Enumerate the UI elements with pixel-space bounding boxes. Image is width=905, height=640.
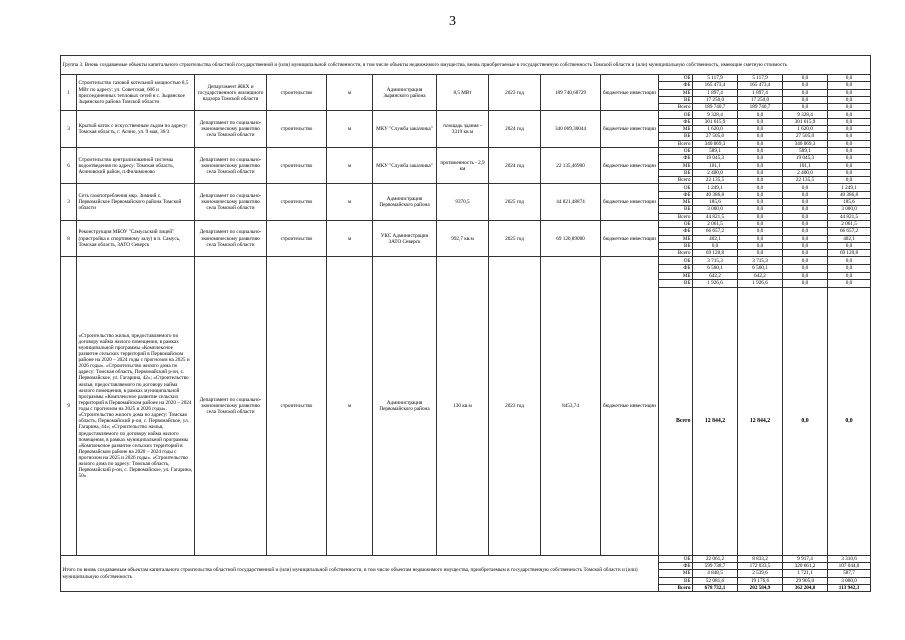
funding-value: 22 135,5 (693, 177, 738, 184)
capacity: площадь здания - 3319 кв.м (437, 111, 489, 147)
investment-kind: бюджетные инвестиции (601, 184, 659, 220)
developer: Администрация Первомайского района (373, 184, 437, 220)
funding-value: 19 045,3 (783, 155, 828, 162)
funding-value: 8 833,2 (738, 555, 783, 562)
funding-value: 301 615,9 (783, 118, 828, 125)
table-row (61, 147, 871, 154)
funding-value: 0,0 (783, 242, 828, 249)
funding-value: 0,0 (828, 257, 871, 265)
developer: МКУ "Служба заказчика" (373, 147, 437, 183)
funding-source: ОБ (659, 111, 693, 118)
funding-source: МБ (659, 126, 693, 133)
customer: Департамент по социально-экономическому развитию села Томской области (195, 147, 267, 183)
funding-value: 69 120,8 (693, 250, 738, 257)
funding-value: 599 738,7 (693, 563, 738, 570)
funding-value: 2 400,0 (693, 169, 738, 176)
funding-source: ВБ (659, 242, 693, 249)
funding-value: 1 897,4 (738, 89, 783, 96)
funding-value: 1 926,6 (738, 280, 783, 288)
funding-value: 402,1 (693, 235, 738, 242)
developer: Администрация Зырянского района (373, 75, 437, 111)
funding-value: 0,0 (738, 177, 783, 184)
funding-value: 2 061,5 (693, 220, 738, 227)
funding-value: 2 400,0 (783, 169, 828, 176)
funding-value: 44 821,5 (693, 213, 738, 220)
table-row (61, 75, 871, 82)
funding-value: 0,0 (738, 184, 783, 191)
funding-source: ВБ (659, 133, 693, 140)
funding-value: 0,0 (828, 75, 871, 82)
funding-value: 0,0 (738, 213, 783, 220)
funding-source: МБ (659, 235, 693, 242)
table-row (61, 111, 871, 118)
funding-value: 6 560,1 (693, 265, 738, 273)
funding-value: 101,1 (693, 162, 738, 169)
funding-value: 0,0 (693, 242, 738, 249)
funding-source: ВБ (659, 169, 693, 176)
table-row (61, 257, 871, 265)
funding-source: ОБ (659, 75, 693, 82)
funding-value: 3 000,0 (693, 206, 738, 213)
funding-source: ФБ (659, 118, 693, 125)
funding-value: 4 848,5 (693, 570, 738, 577)
funding-value: 9 917,4 (783, 555, 828, 562)
funding-value: 2 539,6 (738, 570, 783, 577)
funding-value: 3 310,6 (828, 555, 871, 562)
funding-source: МБ (659, 89, 693, 96)
funding-value: 0,0 (828, 177, 871, 184)
funding-value: 3 000,0 (828, 206, 871, 213)
funding-value: 362 204,8 (783, 584, 828, 591)
funding-value: 0,0 (828, 96, 871, 103)
estimated-cost: 189 740,68729 (541, 75, 601, 111)
funding-value: 0,0 (738, 133, 783, 140)
funding-value: 0,0 (738, 220, 783, 227)
funding-value: 0,0 (738, 147, 783, 154)
funding-value: 29 905,0 (783, 577, 828, 584)
funding-value: 66 657,2 (693, 228, 738, 235)
funding-value: 0,0 (783, 213, 828, 220)
funding-value: 0,0 (783, 220, 828, 227)
funding-value: 0,0 (738, 155, 783, 162)
table-row (61, 184, 871, 191)
funding-source: ВБ (659, 280, 693, 288)
row-number: 8 (61, 220, 77, 256)
funding-value: 0,0 (738, 118, 783, 125)
funding-value: 0,0 (738, 242, 783, 249)
funding-value: 0,0 (738, 191, 783, 198)
funding-source: Всего (659, 213, 693, 220)
work-type: строительство (267, 75, 327, 111)
customer: Департамент по социально-экономическому развитию села Томской области (195, 184, 267, 220)
investment-kind: бюджетные инвестиции (601, 111, 659, 147)
funding-source: ОБ (659, 257, 693, 265)
funding-source: ФБ (659, 228, 693, 235)
funding-value: 3 715,3 (693, 257, 738, 265)
funding-value: 0,0 (828, 133, 871, 140)
funding-value: 113 942,3 (828, 584, 871, 591)
funding-value: 0,0 (828, 89, 871, 96)
ownership: м (327, 257, 373, 555)
funding-value: 0,0 (738, 126, 783, 133)
funding-value: 1 620,0 (693, 126, 738, 133)
estimated-cost: 340 069,30044 (541, 111, 601, 147)
funding-value: 0,0 (828, 287, 871, 555)
funding-source: ОБ (659, 555, 693, 562)
funding-value: 0,0 (828, 118, 871, 125)
funding-source: ОБ (659, 184, 693, 191)
funding-value: 1 249,1 (828, 184, 871, 191)
ownership: м (327, 184, 373, 220)
funding-value: 0,0 (783, 257, 828, 265)
funding-value: 0,0 (828, 155, 871, 162)
funding-source: ВБ (659, 206, 693, 213)
funding-value: 5 117,9 (738, 75, 783, 82)
estimated-cost: 44 821,48874 (541, 184, 601, 220)
funding-value: 3 715,3 (738, 257, 783, 265)
object-name: Реконструкция МБОУ "Самусьский лицей" (пристройка к спортивному залу) в п. Самусь, Томская область, ЗАТО Северск (77, 220, 195, 256)
funding-value: 69 120,8 (828, 250, 871, 257)
funding-value: 9 328,4 (783, 111, 828, 118)
funding-source: ФБ (659, 265, 693, 273)
ownership: м (327, 111, 373, 147)
funding-value: 0,0 (828, 82, 871, 89)
funding-value: 340 069,3 (783, 140, 828, 147)
total-row (61, 555, 871, 562)
investment-kind: бюджетные инвестиции (601, 257, 659, 555)
funding-value: 0,0 (783, 250, 828, 257)
funding-source: ВБ (659, 96, 693, 103)
funding-value: 185,6 (693, 199, 738, 206)
funding-value: 5 117,9 (693, 75, 738, 82)
funding-value: 0,0 (738, 140, 783, 147)
funding-value: 587,7 (828, 570, 871, 577)
investment-kind: бюджетные инвестиции (601, 75, 659, 111)
funding-source: ФБ (659, 155, 693, 162)
total-label: Итого по вновь создаваемым объектам капитального строительства областной государственной и (или) муниципальной собственности, в том числе объектам недвижимого имущества, приобретаемым в государственную собственность Томской области и (или) муниципальную собственность (61, 555, 659, 591)
funding-value: 0,0 (738, 162, 783, 169)
funding-source: МБ (659, 570, 693, 577)
funding-value: 0,0 (783, 184, 828, 191)
year: 2023 год (489, 75, 541, 111)
work-type: строительство (267, 111, 327, 147)
funding-value: 3 000,0 (828, 577, 871, 584)
funding-value: 22 061,2 (693, 555, 738, 562)
funding-value: 1 897,4 (693, 89, 738, 96)
funding-value: 22 135,5 (783, 177, 828, 184)
work-type: строительство (267, 184, 327, 220)
work-type: строительство (267, 147, 327, 183)
funding-source: ОБ (659, 147, 693, 154)
year: 2024 год (489, 147, 541, 183)
funding-value: 0,0 (828, 140, 871, 147)
developer: МКУ "Служба заказчика" (373, 111, 437, 147)
developer: УКС Администрации ЗАТО Северск (373, 220, 437, 256)
funding-value: 0,0 (828, 272, 871, 280)
funding-value: 1 926,6 (693, 280, 738, 288)
ownership: м (327, 147, 373, 183)
funding-value: 0,0 (738, 250, 783, 257)
funding-source: Всего (659, 584, 693, 591)
funding-source: ВБ (659, 577, 693, 584)
funding-value: 19 176,6 (738, 577, 783, 584)
funding-value: 12 844,2 (693, 287, 738, 555)
funding-value: 0,0 (738, 206, 783, 213)
funding-value: 165 473,4 (738, 82, 783, 89)
funding-source: ОБ (659, 220, 693, 227)
funding-value: 52 081,6 (693, 577, 738, 584)
row-number: 3 (61, 184, 77, 220)
funding-value: 0,0 (783, 206, 828, 213)
row-number: 3 (61, 111, 77, 147)
funding-source: ФБ (659, 191, 693, 198)
ownership: м (327, 75, 373, 111)
capacity: протяженность - 2,9 км (437, 147, 489, 183)
funding-value: 0,0 (738, 169, 783, 176)
funding-value: 0,0 (738, 235, 783, 242)
funding-value: 0,0 (828, 242, 871, 249)
funding-value: 44 821,5 (828, 213, 871, 220)
funding-value: 9 328,4 (693, 111, 738, 118)
object-name: Сеть газопотребления мкр. Зимний с. Первомайское Первомайского района Томской области (77, 184, 195, 220)
estimated-cost: 69 120,89000 (541, 220, 601, 256)
object-name: Строительство централизованной системы водоотведения по адресу: Томская область, Асиновский район, п.Филимоново (77, 147, 195, 183)
funding-value: 0,0 (783, 287, 828, 555)
funding-value: 202 584,9 (738, 584, 783, 591)
investment-kind: бюджетные инвестиции (601, 147, 659, 183)
funding-value: 1 620,0 (783, 126, 828, 133)
funding-value: 66 657,2 (828, 228, 871, 235)
funding-source: ФБ (659, 82, 693, 89)
funding-value: 107 044,0 (828, 563, 871, 570)
funding-source: Всего (659, 177, 693, 184)
funding-value: 101,1 (783, 162, 828, 169)
funding-value: 1 721,1 (783, 570, 828, 577)
work-type: строительство (267, 257, 327, 555)
funding-value: 301 615,9 (693, 118, 738, 125)
funding-value: 0,0 (783, 235, 828, 242)
object-name: Крытый каток с искусственным льдом по адресу: Томская область, г. Асино, ул. 9 мая, 36/3 (77, 111, 195, 147)
funding-value: 678 732,1 (693, 584, 738, 591)
row-number: 1 (61, 75, 77, 111)
funding-value: 189 740,7 (693, 104, 738, 111)
funding-value: 320 661,2 (783, 563, 828, 570)
funding-value: 1 249,1 (693, 184, 738, 191)
funding-value: 0,0 (828, 126, 871, 133)
funding-value: 0,0 (783, 191, 828, 198)
group-header: Группа 3. Вновь создаваемые объекты капитального строительства областной государственной и (или) муниципальной собственности, в том числе объекты недвижимого имущества, вновь приобретаемые в государственную собственность Томской области и (или) муниципальную собственность, имеющие сметную стоимость (61, 56, 871, 75)
funding-value: 642,2 (693, 272, 738, 280)
year: 2024 год (489, 111, 541, 147)
funding-value: 0,0 (828, 104, 871, 111)
funding-source: МБ (659, 272, 693, 280)
funding-value: 0,0 (828, 280, 871, 288)
capacity: 992,7 кв.м (437, 220, 489, 256)
funding-source: ФБ (659, 563, 693, 570)
row-number: 6 (61, 147, 77, 183)
funding-value: 0,0 (783, 75, 828, 82)
customer: Департамент по социально-экономическому развитию села Томской области (195, 257, 267, 555)
funding-value: 0,0 (738, 228, 783, 235)
funding-value: 189 740,7 (738, 104, 783, 111)
funding-value: 40 386,8 (693, 191, 738, 198)
funding-value: 19 045,3 (693, 155, 738, 162)
funding-value: 0,0 (783, 96, 828, 103)
funding-value: 0,0 (783, 89, 828, 96)
developer: Администрация Первомайского района (373, 257, 437, 555)
funding-value: 589,1 (783, 147, 828, 154)
funding-value: 0,0 (738, 111, 783, 118)
capacity: 8,5 МВт (437, 75, 489, 111)
funding-source: Всего (659, 250, 693, 257)
funding-value: 40 386,8 (828, 191, 871, 198)
funding-value: 12 844,2 (738, 287, 783, 555)
funding-source: Всего (659, 140, 693, 147)
funding-value: 0,0 (783, 280, 828, 288)
funding-source: МБ (659, 199, 693, 206)
funding-value: 172 033,5 (738, 563, 783, 570)
customer: Департамент ЖКХ и государственного жилищного надзора Томской области (195, 75, 267, 111)
funding-value: 0,0 (828, 265, 871, 273)
capacity: 9370,5 (437, 184, 489, 220)
funding-value: 402,1 (828, 235, 871, 242)
funding-source: Всего (659, 104, 693, 111)
funding-value: 27 505,0 (693, 133, 738, 140)
customer: Департамент по социально-экономическому развитию села Томской области (195, 111, 267, 147)
funding-value: 165 473,4 (693, 82, 738, 89)
funding-value: 0,0 (783, 272, 828, 280)
funding-value: 17 250,0 (738, 96, 783, 103)
funding-value: 0,0 (783, 199, 828, 206)
year: 2025 год (489, 220, 541, 256)
funding-value: 0,0 (738, 199, 783, 206)
capacity: 130 кв.м (437, 257, 489, 555)
estimated-cost: 8453,74 (541, 257, 601, 555)
funding-source: Всего (659, 287, 693, 555)
funding-value: 0,0 (828, 162, 871, 169)
work-type: строительство (267, 220, 327, 256)
funding-value: 0,0 (828, 111, 871, 118)
funding-source: МБ (659, 162, 693, 169)
funding-value: 27 505,0 (783, 133, 828, 140)
page-number: 3 (449, 14, 456, 29)
funding-value: 0,0 (783, 265, 828, 273)
funding-value: 2 061,5 (828, 220, 871, 227)
funding-value: 185,6 (828, 199, 871, 206)
funding-value: 0,0 (828, 169, 871, 176)
funding-value: 340 069,3 (693, 140, 738, 147)
funding-value: 0,0 (783, 104, 828, 111)
funding-value: 6 560,1 (738, 265, 783, 273)
estimated-cost: 22 135,46900 (541, 147, 601, 183)
funding-value: 0,0 (828, 147, 871, 154)
funding-value: 642,2 (738, 272, 783, 280)
object-name: Строительство газовой котельной мощностью 8,5 МВт по адресу: ул. Советская, 60б и присоединенных тепловых сетей в с. Зырянское Зырянского района Томской области (77, 75, 195, 111)
customer: Департамент по социально-экономическому развитию села Томской области (195, 220, 267, 256)
ownership: м (327, 220, 373, 256)
funding-value: 17 250,0 (693, 96, 738, 103)
funding-value: 0,0 (783, 82, 828, 89)
funding-value: 589,1 (693, 147, 738, 154)
row-number: 9 (61, 257, 77, 555)
funding-value: 0,0 (783, 228, 828, 235)
investment-table (60, 55, 871, 592)
year: 2023 год (489, 257, 541, 555)
year: 2025 год (489, 184, 541, 220)
object-name: «Строительство жилья, предоставляемого по договору найма жилого помещения, в рамках муниципальной программы «Комплексное развитие сельских территорий в Первомайском районе на 2020 – 2024 годы с прогнозом на 2025 и 2026 годы». «Строительство жилого дома по адресу: Томская область, Первомайский р-он, с. Первомайское, ул. Гагарина, 42»; «Строительство жилья, предоставляемого по договору найма жилого помещения, в рамках муниципальной программы «Комплексное развитие сельских территорий в Первомайском районе на 2020 – 2024 годы с прогнозом на 2025 и 2026 годы». «Строительство жилого дома по адресу: Томская область, Первомайский р-он, с. Первомайское, ул. Гагарина, 44»; «Строительство жилья, предоставляемого по договору найма жилого помещения, в рамках муниципальной программы «Комплексное развитие сельских территорий в Первомайском районе на 2020 – 2024 годы с прогнозом на 2025 и 2026 годы». «Строительство жилого дома по адресу: Томская область, Первомайский р-он, с. Первомайское, ул. Гагарина, 50» (77, 257, 195, 555)
table-row (61, 220, 871, 227)
investment-kind: бюджетные инвестиции (601, 220, 659, 256)
